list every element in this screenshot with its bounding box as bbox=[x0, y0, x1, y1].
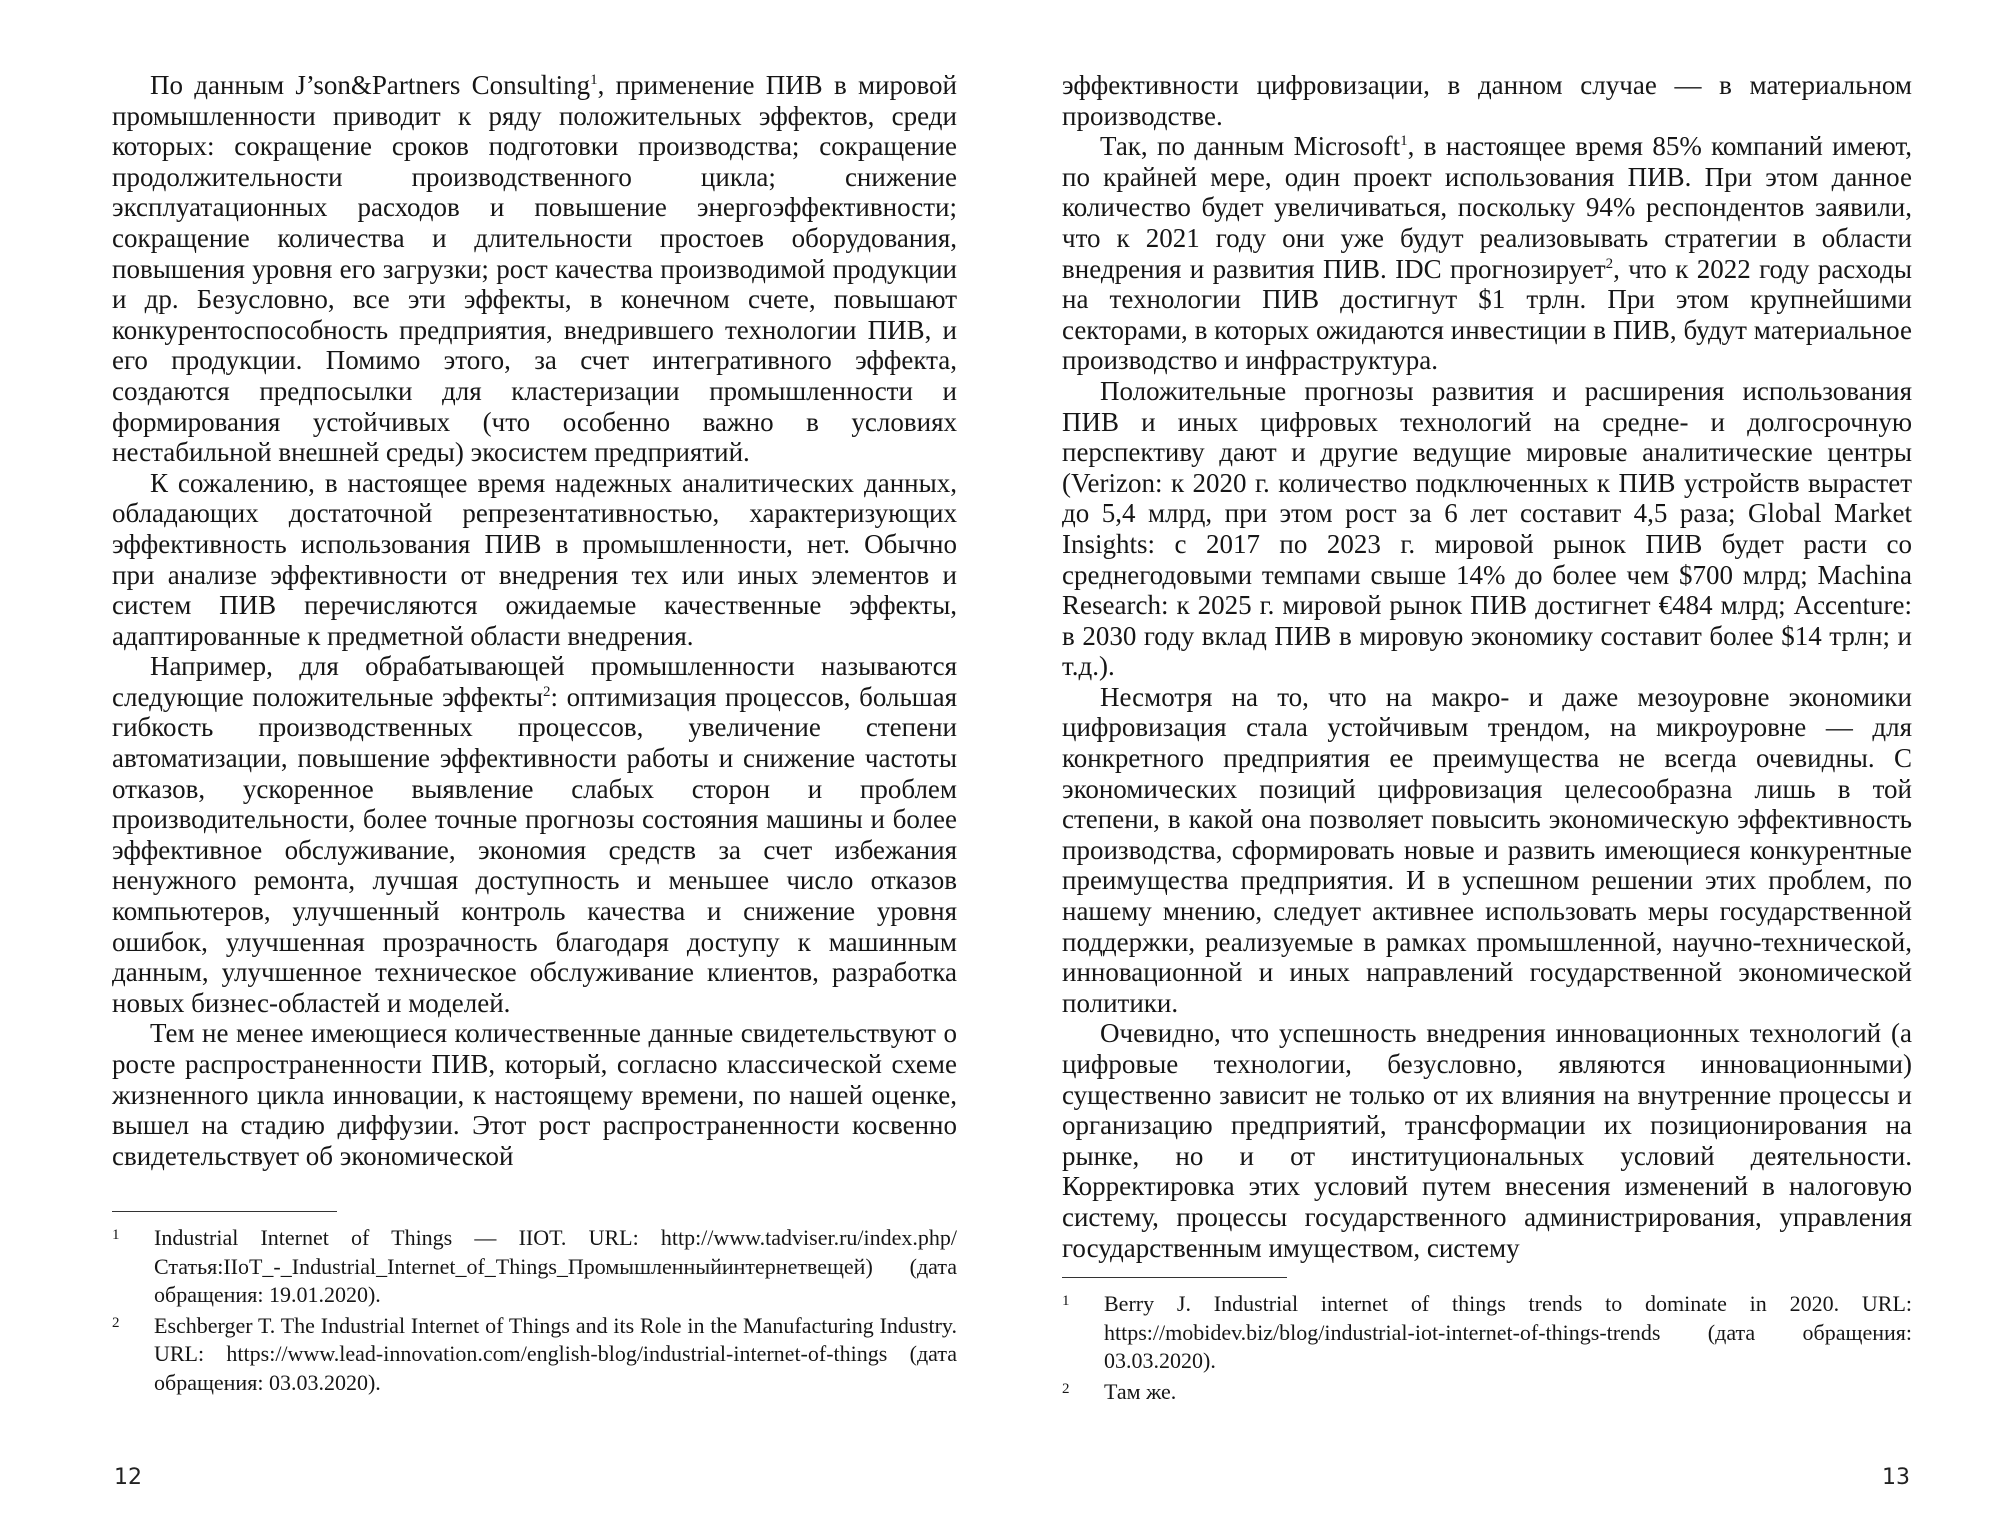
footnote-number: 1 bbox=[1062, 1293, 1070, 1310]
footnote-text: Там же. bbox=[1104, 1378, 1177, 1404]
left-page-body bbox=[112, 70, 957, 1171]
footnote-text: Industrial Internet of Things — IIOT. URL: http://www.tadviser.ru/index.php/ Статья:IIoT_-_Industrial_Internet_of_Things_Промышленныйинтернетвещей) (дата обращения: 19.01.2020). bbox=[154, 1225, 957, 1308]
paragraph: Несмотря на то, что на макро- и даже мезоуровне экономики цифровизация стала устойчивым трендом, на микроуровне — для конкретного предприятия ее преимущества не всегда очевидны. С экономических позиций цифровизация целесообразна лишь в той степени, в какой она позволяет повысить экономическую эффективность производства, сформировать новые и развить имеющиеся конкурентные преимущества предприятия. И в успешном решении этих проблем, по нашему мнению, следует активнее использовать меры государственной поддержки, реализуемые в рамках промышленной, научно-технической, инновационной и иных направлений государственной экономической политики. bbox=[1062, 681, 1912, 1018]
left-page bbox=[112, 70, 957, 1399]
paragraph: Так, по данным Microsoft$^1$, в настоящее время 85% компаний имеют, по крайней мере, один проект использования ПИВ. При этом данное количество будет увеличиваться, поскольку 94% респондентов заявили, что к 2021 году они уже будут реализовывать стратегии в области внедрения и развития ПИВ. IDC прогнозирует$^2$, что к 2022 году расходы на технологии ПИВ достигнут $1 трлн. При этом крупнейшими секторами, в которых ожидаются инвестиции в ПИВ, будут материальное производство и инфраструктура. bbox=[1062, 131, 1913, 376]
footnote-ref[interactable]: 2 bbox=[1605, 255, 1614, 272]
paragraph: Положительные прогнозы развития и расширения использования ПИВ и иных цифровых технологий на средне- и долгосрочную перспективу дают и другие ведущие мировые аналитические центры (Verizon: к 2020 г. количество подключенных к ПИВ устройств вырастет до 5,4 млрд, при этом рост за 6 лет составит 4,5 раза; Global Market Insights: с 2017 по 2023 г. мировой рынок ПИВ будет расти со среднегодовыми темпами свыше 14% до более чем $700 млрд; Machina Research: к 2025 г. мировой рынок ПИВ достигнет €484 млрд; Accenture: в 2030 году вклад ПИВ в мировую экономику составит более $14 трлн; и т.д.). bbox=[1062, 375, 1912, 682]
footnote bbox=[1062, 1378, 1912, 1407]
footnotes bbox=[1062, 1290, 1912, 1406]
footnote-number: 1 bbox=[112, 1227, 120, 1244]
paragraph-continued: эффективности цифровизации, в данном случае — в материальном производстве. bbox=[1062, 70, 1912, 131]
page-number-left: 12 bbox=[114, 1465, 142, 1490]
paragraph: По данным J’son&Partners Consulting$^1$, применение ПИВ в мировой промышленности приводит к ряду положительных эффектов, среди которых: сокращение сроков подготовки производства; сокращение продолжительности производственного цикла; снижение эксплуатационных расходов и повышение энергоэффективности; сокращение количества и длительности простоев оборудования, повышения уровня его загрузки; рост качества производимой продукции и др. Безусловно, все эти эффекты, в конечном счете, повышают конкурентоспособность предприятия, внедрившего технологии ПИВ, и его продукции. Помимо этого, за счет интегративного эффекта, создаются предпосылки для кластеризации промышленности и формирования устойчивых (что особенно важно в условиях нестабильной внешней среды) экосистем предприятий. bbox=[112, 70, 958, 468]
footnote-number: 2 bbox=[112, 1314, 120, 1331]
right-page-body bbox=[1062, 70, 1912, 1263]
footnote bbox=[1062, 1290, 1912, 1376]
paragraph: Тем не менее имеющиеся количественные данные свидетельствуют о росте распространенности ПИВ, который, согласно классической схеме жизненного цикла инновации, к настоящему времени, по нашей оценке, вышел на стадию диффузии. Этот рост распространенности косвенно свидетельствует об экономической bbox=[112, 1018, 957, 1171]
footnote-ref[interactable]: 1 bbox=[1400, 133, 1408, 150]
footnote-number: 2 bbox=[1062, 1380, 1070, 1397]
footnote-ref[interactable]: 2 bbox=[543, 683, 551, 700]
right-page bbox=[1062, 70, 1912, 1408]
footnote-divider bbox=[1062, 1277, 1287, 1278]
footnote-text: Eschberger T. The Industrial Internet of Things and its Role in the Manufacturing Industry. URL: https://www.lead-innovation.com/english-blog/industrial-internet-of-things (дата обращения: 03.03.2020). bbox=[154, 1312, 957, 1395]
footnote bbox=[112, 1312, 957, 1398]
footnote-divider bbox=[112, 1211, 337, 1212]
footnotes bbox=[112, 1224, 957, 1397]
footnote-ref[interactable]: 1 bbox=[590, 72, 598, 88]
footnote-text: Berry J. Industrial internet of things trends to dominate in 2020. URL: https://mobidev.biz/blog/industrial-iot-internet-of-things-trends (дата обращения: 03.03.2020). bbox=[1104, 1291, 1912, 1374]
paragraph: Очевидно, что успешность внедрения инновационных технологий (а цифровые технологии, безусловно, являются инновационными) существенно зависит не только от их влияния на внутренние процессы и организацию предприятий, трансформации их позиционирования на рынке, но и от институциональных условий деятельности. Корректировка этих условий путем внесения изменений в налоговую систему, процессы государственного администрирования, управления государственным имуществом, систему bbox=[1062, 1018, 1912, 1263]
paragraph: К сожалению, в настоящее время надежных аналитических данных, обладающих достаточной репрезентативностью, характеризующих эффективность использования ПИВ в промышленности, нет. Обычно при анализе эффективности от внедрения тех или иных элементов и систем ПИВ перечисляются ожидаемые качественные эффекты, адаптированные к предметной области внедрения. bbox=[112, 467, 957, 651]
page-number-right: 13 bbox=[1882, 1465, 1910, 1490]
paragraph: Например, для обрабатывающей промышленности называются следующие положительные эффекты$^2$: оптимизация процессов, большая гибкость производственных процессов, увеличение степени автоматизации, повышение эффективности работы и снижение частоты отказов, ускоренное выявление слабых сторон и проблем производительности, более точные прогнозы состояния машины и более эффективное обслуживание, экономия средств за счет избежания ненужного ремонта, лучшая доступность и меньшее число отказов компьютеров, улучшенный контроль качества и снижение уровня ошибок, улучшенная прозрачность благодаря доступу к машинным данным, улучшенное техническое обслуживание клиентов, разработка новых бизнес-областей и моделей. bbox=[112, 651, 957, 1018]
footnote bbox=[112, 1224, 957, 1310]
